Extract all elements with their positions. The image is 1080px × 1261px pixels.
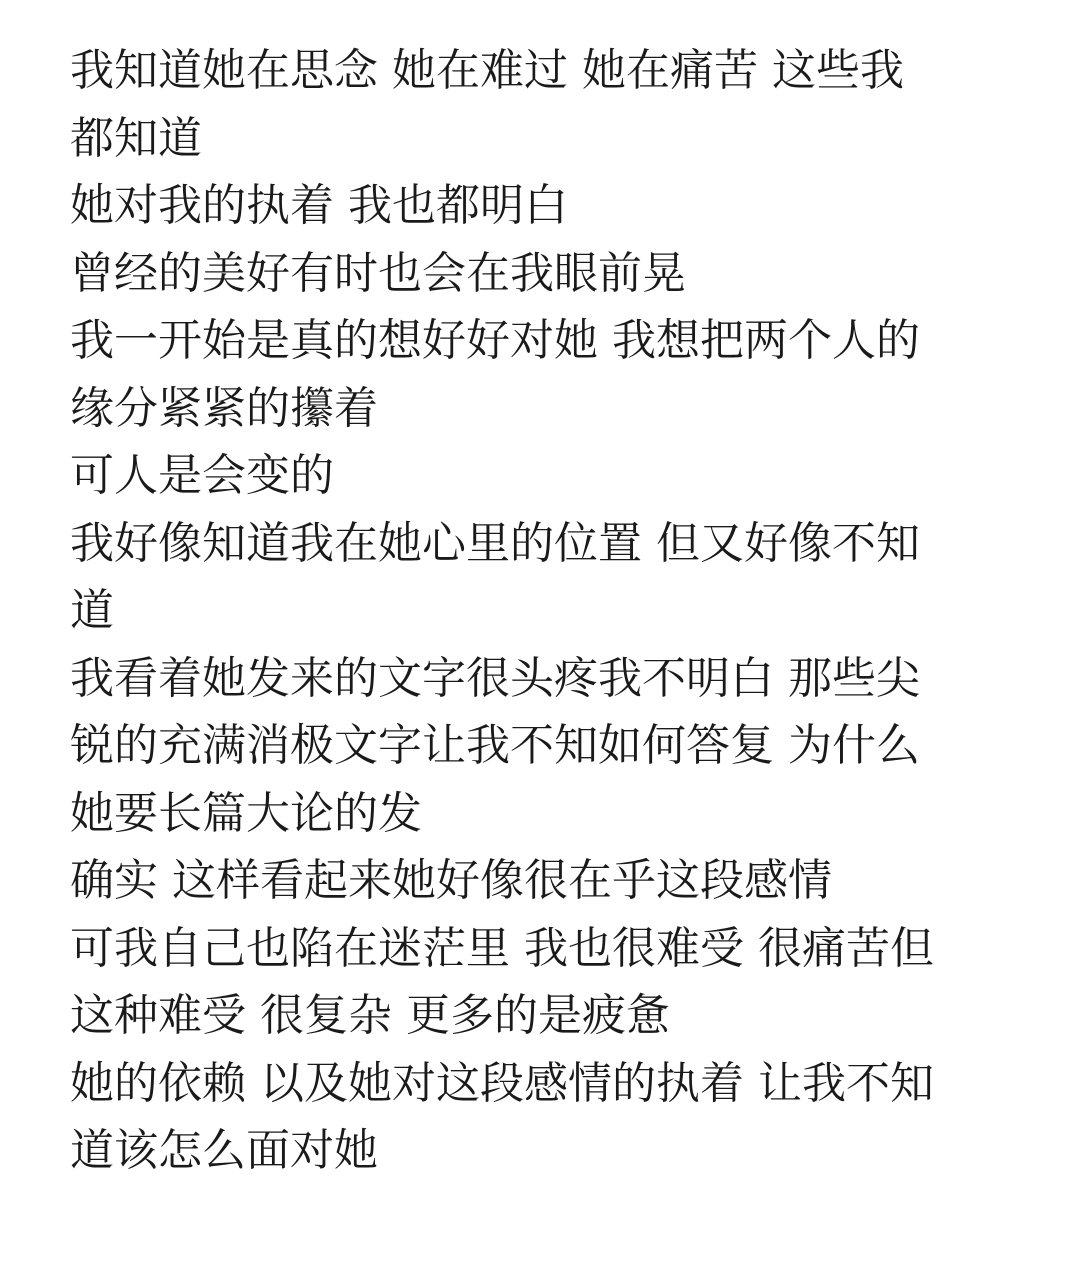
- text-line: 都知道: [70, 112, 202, 164]
- text-line: 这种难受 很复杂 更多的是疲惫: [70, 990, 670, 1041]
- text-line: 道: [70, 585, 114, 636]
- text-line: 确实 这样看起来她好像很在乎这段感情: [70, 855, 832, 906]
- text-line: 曾经的美好有时也会在我眼前晃: [70, 247, 686, 299]
- text-line: 道该怎么面对她: [70, 1125, 378, 1176]
- text-line: 锐的充满消极文字让我不知如何答复 为什么: [70, 720, 920, 771]
- text-line: 她的依赖 以及她对这段感情的执着 让我不知: [70, 1057, 934, 1109]
- text-line: 我看着她发来的文字很头疼我不明白 那些尖: [70, 652, 920, 704]
- text-line: 我好像知道我在她心里的位置 但又好像不知: [70, 517, 920, 569]
- text-line: 缘分紧紧的攥着: [70, 382, 378, 434]
- text-line: 可我自己也陷在迷茫里 我也很难受 很痛苦但: [70, 922, 934, 974]
- text-line: 她要长篇大论的发: [70, 787, 422, 839]
- text-line: 我一开始是真的想好好对她 我想把两个人的: [70, 315, 920, 366]
- text-line: 可人是会变的: [70, 450, 334, 501]
- text-body: [70, 37, 1015, 1185]
- text-line: 我知道她在思念 她在难过 她在痛苦 这些我: [70, 45, 904, 96]
- text-line: 她对我的执着 我也都明白: [70, 180, 568, 231]
